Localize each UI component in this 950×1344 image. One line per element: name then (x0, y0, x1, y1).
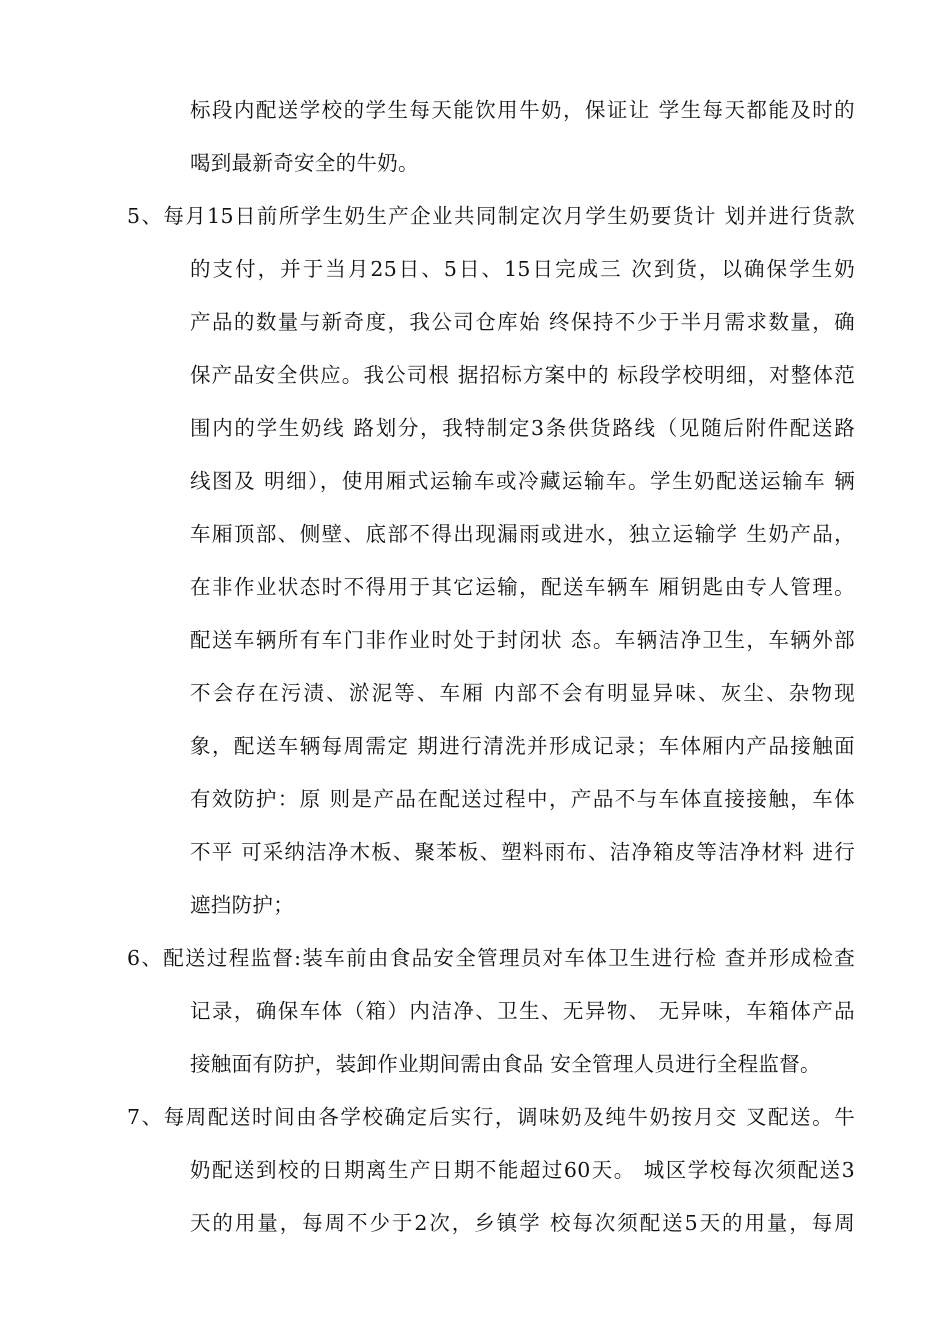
text-line: 接触面有防护，装卸作业期间需由食品 安全管理人员进行全程监督。 (190, 1052, 821, 1076)
text-line: 保产品安全供应。我公司根 据招标方案中的 标段学校明细，对整体范 (190, 363, 855, 387)
text-line: 奶配送到校的日期离生产日期不能超过60天。 城区学校每次须配送3 (190, 1158, 855, 1182)
text-line: 遮挡防护； (190, 893, 294, 917)
text-line: 的支付，并于当月25日、5日、15日完成三 次到货，以确保学生奶 (190, 257, 855, 281)
list-item-5-heading: 5、每月15日前所学生奶生产企业共同制定次月学生奶要货计 划并进行货款 (127, 204, 855, 228)
list-item-6-heading: 6、配送过程监督:装车前由食品安全管理员对车体卫生进行检 查并形成检查 (127, 946, 855, 970)
text-line: 车厢顶部、侧壁、底部不得出现漏雨或进水，独立运输学 生奶产品， (190, 522, 855, 546)
text-line: 喝到最新奇安全的牛奶。 (190, 151, 419, 175)
text-line: 产品的数量与新奇度，我公司仓库始 终保持不少于半月需求数量，确 (190, 310, 855, 334)
text-line: 天的用量，每周不少于2次，乡镇学 校每次须配送5天的用量，每周 (190, 1211, 855, 1235)
text-line: 配送车辆所有车门非作业时处于封闭状 态。车辆洁净卫生，车辆外部 (190, 628, 855, 652)
text-line: 不平 可采纳洁净木板、聚苯板、塑料雨布、洁净箱皮等洁净材料 进行 (190, 840, 855, 864)
text-line: 记录，确保车体（箱）内洁净、卫生、无异物、 无异味，车箱体产品 (190, 999, 855, 1023)
text-line: 标段内配送学校的学生每天能饮用牛奶，保证让 学生每天都能及时的 (190, 98, 855, 122)
text-line: 围内的学生奶线 路划分，我特制定3条供货路线（见随后附件配送路 (190, 416, 855, 440)
list-item-7-heading: 7、每周配送时间由各学校确定后实行，调味奶及纯牛奶按月交 叉配送。牛 (127, 1105, 855, 1129)
text-line: 线图及 明细），使用厢式运输车或冷藏运输车。学生奶配送运输车 辆 (190, 469, 855, 493)
text-line: 不会存在污渍、淤泥等、车厢 内部不会有明显异味、灰尘、杂物现 (190, 681, 855, 705)
text-line: 象，配送车辆每周需定 期进行清洗并形成记录；车体厢内产品接触面 (190, 734, 855, 758)
text-line: 有效防护：原 则是产品在配送过程中，产品不与车体直接接触，车体 (190, 787, 855, 811)
text-line: 在非作业状态时不得用于其它运输，配送车辆车 厢钥匙由专人管理。 (190, 575, 855, 599)
